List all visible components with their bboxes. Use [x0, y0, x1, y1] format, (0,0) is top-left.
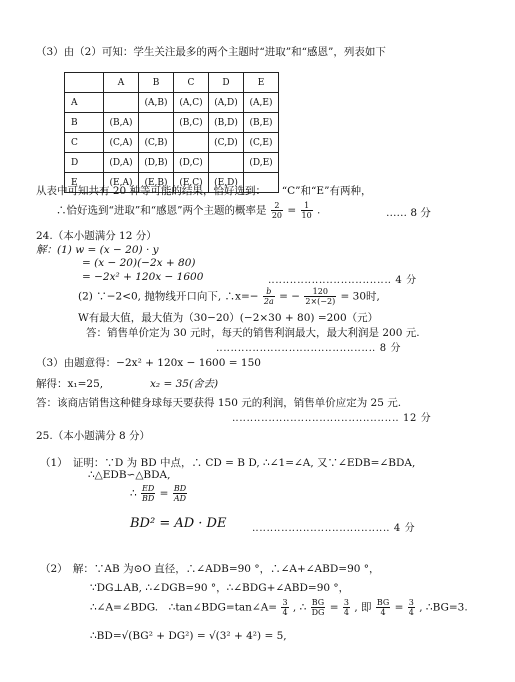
probability-line [56, 201, 320, 220]
vertex-text: = 30时, [340, 290, 380, 303]
q25-line-2c [90, 598, 468, 617]
table-row [65, 113, 279, 133]
score-marker: ‥‥‥‥‥‥‥‥‥‥‥‥‥‥‥‥‥‥‥‥‥‥‥ 12 分 [232, 413, 432, 424]
table-cell: (E,A) [104, 173, 139, 193]
score-marker: ‥‥‥‥‥‥‥‥‥‥‥‥‥‥‥‥‥‥‥ 4 分 [252, 523, 416, 534]
equals-sign: = [287, 204, 297, 217]
table-row [65, 133, 279, 153]
score-marker: ‥‥‥‥‥‥‥‥‥‥‥‥‥‥‥‥‥‥‥‥‥‥ 8 分 [216, 343, 402, 354]
table-cell: (A,B) [139, 93, 174, 113]
fraction: $\frac{3}{4}$ [282, 598, 288, 617]
q25-line-1c [130, 484, 188, 503]
outcome-table [64, 72, 279, 193]
q25-line-1d: BD² = AD · DE [130, 516, 227, 531]
table-cell: (A,E) [244, 93, 279, 113]
therefore-sign: ∴ [130, 487, 137, 500]
vertex-text: = − [279, 290, 301, 303]
equals-sign: = [329, 601, 339, 614]
table-cell: (B,E) [244, 113, 279, 133]
vertex-text: (2) ∵−2<0, 抛物线开口向下, ∴x=− [78, 290, 259, 303]
table-cell [65, 73, 104, 93]
score-marker: ‥‥‥ 8 分 [386, 207, 431, 219]
fraction: $\frac{BG}{4}$ [376, 598, 390, 617]
table-cell: (C,D) [209, 133, 244, 153]
equals-sign: = [159, 487, 169, 500]
table-row [65, 153, 279, 173]
table-cell: (D,B) [139, 153, 174, 173]
equals-sign: = [394, 601, 404, 614]
q24-line-5: W有最大值，最大值为（30−20）(−2×30 + 80) =200（元） [78, 312, 379, 324]
table-cell: (E,B) [139, 173, 174, 193]
q25-line-2a: （2） 解：∵AB 为⊙O 直径，∴∠ADB=90 °，∴∠A+∠ABD=90 °， [40, 563, 380, 575]
table-cell: (B,C) [174, 113, 209, 133]
table-cell [174, 133, 209, 153]
question-24-title: 24.（本小题满分 12 分） [36, 230, 157, 242]
table-cell: (A,C) [174, 93, 209, 113]
period: . [317, 204, 321, 217]
fraction: $\frac{BD}{AD}$ [173, 484, 187, 503]
tan-text: , 即 [354, 601, 372, 614]
table-cell: A [65, 93, 104, 113]
table-cell: D [65, 153, 104, 173]
fraction: $\frac{3}{4}$ [408, 598, 414, 617]
table-cell: (B,D) [209, 113, 244, 133]
q25-line-1a: （1） 证明：∵D 为 BD 中点，∴ CD = B D, ∴∠1=∠A, 又∵∠EDB=∠BDA, [40, 457, 416, 469]
q25-line-2b: ∵DG⊥AB, ∴∠DGB=90 °，∴∠BDG+∠ABD=90 °， [90, 582, 350, 594]
table-cell: E [244, 73, 279, 93]
table-cell [104, 93, 139, 113]
q25-line-2d: ∴BD=√(BG² + DG²) = √(3² + 4²) = 5, [90, 630, 287, 642]
q25-line-1b: ∴△EDB∽△BDA, [88, 469, 171, 481]
q24-line-2: = (x − 20)(−2x + 80) [82, 257, 196, 269]
table-cell: B [65, 113, 104, 133]
table-cell [209, 153, 244, 173]
table-header-row [65, 73, 279, 93]
probability-text: ∴恰好选到“进取”和“感恩”两个主题的概率是 [56, 204, 267, 217]
q24-line-9: 答：该商店销售这种健身球每天要获得 150 元的利润，销售单价应定为 25 元. [36, 397, 402, 409]
table-cell: A [104, 73, 139, 93]
table-cell: (A,D) [209, 93, 244, 113]
fraction: $\frac{b}{2a}$ [263, 287, 274, 306]
table-cell: (E,C) [174, 173, 209, 193]
table-cell [139, 113, 174, 133]
fraction: $\frac{3}{4}$ [343, 598, 349, 617]
table-cell: C [174, 73, 209, 93]
table-row [65, 93, 279, 113]
table-cell: C [65, 133, 104, 153]
table-cell: (C,E) [244, 133, 279, 153]
q24-line-4 [78, 287, 380, 306]
tan-text: ∴∠A=∠BDG. ∴tan∠BDG=tan∠A= [90, 601, 278, 614]
table-cell: B [139, 73, 174, 93]
fraction: $\frac{1}{10}$ [301, 201, 312, 220]
part3-intro: （3）由（2）可知：学生关注最多的两个主题时“进取”和“感恩”，列表如下 [36, 46, 386, 58]
tan-text: , ∴ [292, 601, 307, 614]
q24-line-7: （3）由题意得：−2x² + 120x − 1600 = 150 [36, 357, 261, 369]
fraction: $\frac{2}{20}$ [271, 201, 283, 220]
table-cell: (D,C) [174, 153, 209, 173]
fraction: $\frac{120}{2\times(-2)}$ [305, 287, 336, 306]
q24-line-6: 答：销售单价定为 30 元时，每天的销售利润最大，最大利润是 200 元. [86, 327, 420, 339]
table-cell: (D,A) [104, 153, 139, 173]
table-cell: E [65, 173, 104, 193]
fraction: $\frac{ED}{BD}$ [142, 484, 155, 503]
table-cell: D [209, 73, 244, 93]
table-cell: (B,A) [104, 113, 139, 133]
score-marker: ‥‥‥‥‥‥‥‥‥‥‥‥‥‥‥‥‥ 4 分 [268, 275, 417, 286]
q24-line-3: = −2x² + 120x − 1600 [82, 271, 204, 283]
fraction: $\frac{BG}{DG}$ [311, 598, 325, 617]
q24-line-8a: 解得：x₁=25, [36, 378, 104, 390]
q24-line-1: 解：(1) w = (x − 20) · y [36, 244, 159, 256]
table-cell: (C,A) [104, 133, 139, 153]
table-cell: (E,D) [209, 173, 244, 193]
table-cell: (D,E) [244, 153, 279, 173]
table-cell: (C,B) [139, 133, 174, 153]
q24-line-8b: x₂ = 35(舍去) [150, 378, 219, 390]
question-25-title: 25.（本小题满分 8 分） [36, 430, 151, 442]
result-count-text: 从表中可知共有 20 种等可能的结果，恰好选到： “C”和“E”有两种， [36, 185, 372, 197]
tan-text: , ∴BG=3. [419, 601, 468, 614]
